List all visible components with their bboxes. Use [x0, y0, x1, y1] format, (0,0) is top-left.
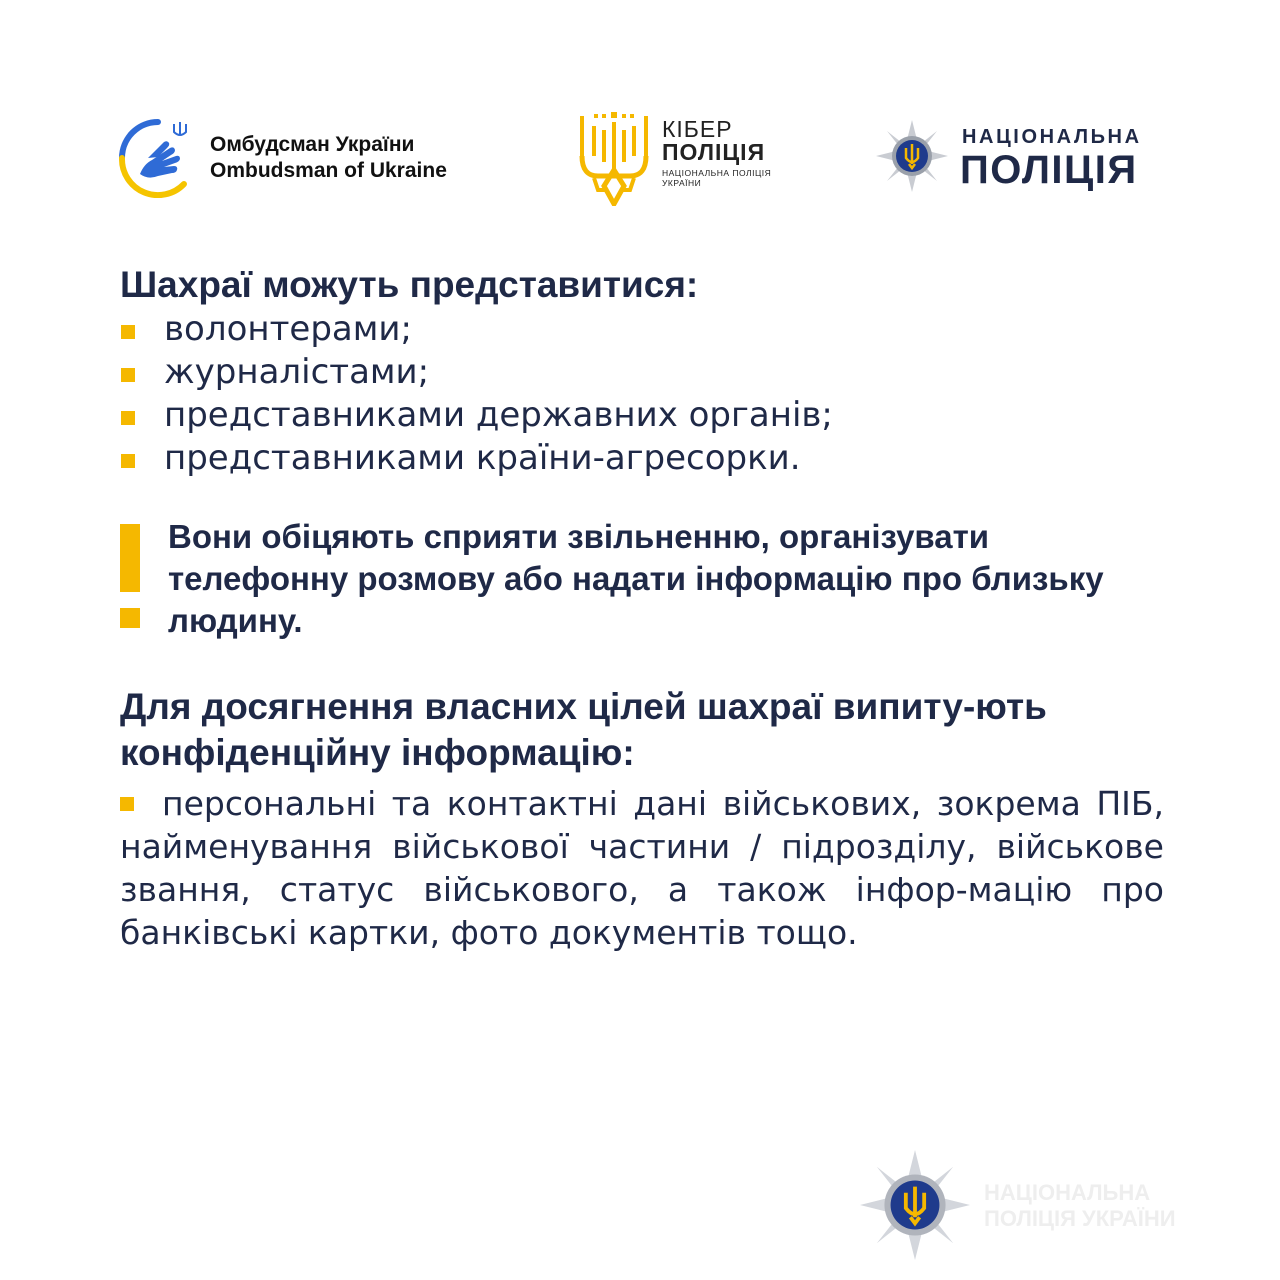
list-item [120, 351, 1164, 394]
cyber-police-logo [578, 110, 798, 210]
list-item-text: представниками країни-агресорки. [164, 438, 801, 478]
bullet-icon [120, 797, 134, 811]
main-content [120, 262, 1164, 954]
ombudsman-hand-emblem-icon [118, 118, 198, 198]
exclamation-dot [120, 608, 140, 628]
list-item [120, 308, 1164, 351]
section2 [120, 684, 1164, 954]
footer-line1: НАЦІОНАЛЬНА [984, 1180, 1151, 1205]
list-item-text: волонтерами; [164, 309, 412, 349]
ombudsman-name-en: Ombudsman of Ukraine [210, 159, 447, 182]
bullet-icon [121, 411, 135, 425]
national-police-logo [876, 120, 1176, 200]
section1-heading: Шахраї можуть представитися: [120, 264, 699, 305]
cyber-title-line2: ПОЛІЦІЯ [662, 139, 766, 165]
footer-watermark-text [984, 1180, 1176, 1232]
bullet-icon [121, 368, 135, 382]
warning-text: Вони обіцяють сприяти звільненню, організувати телефонну розмову або надати інформацію про близьку людину. [168, 518, 1104, 639]
cyber-title-line1: КІБЕР [662, 116, 733, 142]
footer-line2: ПОЛІЦІЯ УКРАЇНИ [984, 1206, 1176, 1231]
list-item [120, 394, 1164, 437]
exclamation-mark-icon [120, 524, 140, 592]
ombudsman-name-ua: Омбудсман України [210, 133, 415, 156]
section2-heading: Для досягнення власних цілей шахраї випиту-ють конфіденційну інформацію: [120, 686, 1047, 773]
police-star-watermark-icon [860, 1150, 970, 1260]
cyber-subtitle-line2: УКРАЇНИ [662, 178, 702, 188]
bullet-icon [121, 454, 135, 468]
cyber-subtitle-line1: НАЦІОНАЛЬНА ПОЛІЦІЯ [662, 168, 772, 178]
trident-circuit-icon [578, 110, 650, 206]
list-item-text: представниками державних органів; [164, 395, 833, 435]
national-police-line2: ПОЛІЦІЯ [960, 148, 1138, 192]
list-item [120, 437, 1164, 480]
list-item-text: журналістами; [164, 352, 430, 392]
section2-paragraph-text: персональні та контактні дані військових, зокрема ПІБ, найменування військової частини / підрозділу, військове звання, статус військового, а також інфор-мацію про банківські картки, фото документів тощо. [120, 784, 1164, 952]
national-police-line1: НАЦІОНАЛЬНА [962, 126, 1142, 148]
police-star-badge-icon [876, 120, 948, 192]
impersonation-list [120, 308, 1164, 480]
section2-paragraph [120, 782, 1164, 954]
bullet-icon [121, 325, 135, 339]
ombudsman-logo [118, 118, 498, 198]
warning-block [120, 516, 1164, 642]
